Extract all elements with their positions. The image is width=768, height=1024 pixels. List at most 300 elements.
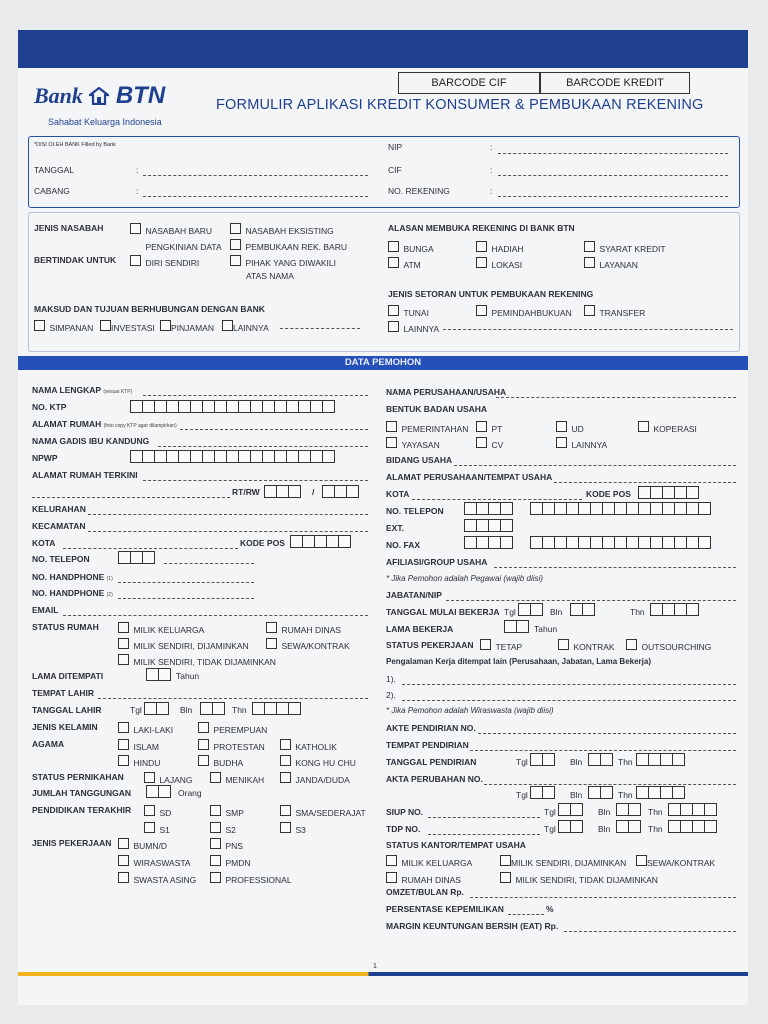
checkbox[interactable]: [388, 321, 399, 332]
lainnya-field[interactable]: [280, 328, 360, 329]
input-cell[interactable]: [500, 502, 513, 515]
input-cell[interactable]: [156, 702, 169, 715]
checkbox[interactable]: [584, 241, 595, 252]
checkbox[interactable]: [198, 722, 209, 733]
option-label: MILIK SENDIRI, TIDAK DIJAMINKAN: [133, 657, 276, 667]
input-cell[interactable]: [686, 603, 699, 616]
tgl-tdp-cells[interactable]: [558, 820, 582, 833]
bank-note: *DISI OLEH BANK Filled by Bank: [34, 142, 116, 148]
checkbox[interactable]: [100, 320, 111, 331]
kecamatan-field[interactable]: [88, 531, 368, 532]
tanggal-mulai-label: TANGGAL MULAI BEKERJA: [386, 607, 500, 617]
input-cell[interactable]: [212, 702, 225, 715]
bln-mulai-cells[interactable]: [570, 603, 594, 616]
tgl-siup-cells[interactable]: [558, 803, 582, 816]
option-label: DIRI SENDIRI: [145, 258, 200, 268]
nama-perusahaan-field[interactable]: [496, 397, 736, 398]
tanggal-field[interactable]: [143, 175, 368, 176]
checkbox[interactable]: [118, 755, 129, 766]
option-label: PMDN: [225, 858, 251, 868]
thn-mulai-cells[interactable]: [650, 603, 698, 616]
persentase-label: PERSENTASE KEPEMILIKAN: [386, 904, 504, 914]
option-label: MENIKAH: [225, 775, 265, 785]
tgl-perubahan-cells[interactable]: [530, 786, 554, 799]
input-cell[interactable]: [698, 536, 711, 549]
checkbox[interactable]: [558, 639, 569, 650]
npwp-cells[interactable]: [130, 450, 334, 463]
cif-field[interactable]: [498, 175, 728, 176]
checkbox[interactable]: [160, 320, 171, 331]
margin-field[interactable]: [564, 931, 736, 932]
input-cell[interactable]: [500, 536, 513, 549]
input-cell[interactable]: [686, 486, 699, 499]
siup-field[interactable]: [428, 817, 540, 818]
checkbox[interactable]: [500, 855, 511, 866]
kota-field[interactable]: [63, 548, 238, 549]
lama-bekerja-cells[interactable]: [504, 620, 528, 633]
lama-bekerja-label: LAMA BEKERJA: [386, 624, 454, 634]
checkbox[interactable]: [222, 320, 233, 331]
tgl-pendirian-cells[interactable]: [530, 753, 554, 766]
option-label: KONTRAK: [573, 642, 615, 652]
checkbox[interactable]: [386, 872, 397, 883]
pihak-diwakili-option[interactable]: [230, 253, 336, 271]
tetap-option[interactable]: [480, 637, 522, 655]
omzet-field[interactable]: [470, 897, 736, 898]
persentase-field[interactable]: [508, 914, 544, 915]
checkbox[interactable]: [500, 872, 511, 883]
input-cell[interactable]: [500, 519, 513, 532]
pinjaman-option[interactable]: [160, 318, 214, 336]
perempuan-option[interactable]: [198, 720, 267, 738]
colon: :: [136, 165, 139, 175]
input-cell[interactable]: [570, 803, 583, 816]
checkbox[interactable]: [198, 739, 209, 750]
persen-label: %: [546, 904, 554, 914]
checkbox[interactable]: [388, 241, 399, 252]
checkbox[interactable]: [266, 638, 277, 649]
label-text: NO. HANDPHONE: [32, 588, 105, 598]
thn-pendirian-cells[interactable]: [636, 753, 684, 766]
no-ktp-cells[interactable]: [130, 400, 334, 413]
kelurahan-field[interactable]: [88, 514, 368, 515]
alamat-rumah-field[interactable]: [180, 429, 368, 430]
pemindahbukuan-option[interactable]: [476, 303, 572, 321]
sewa-option[interactable]: [266, 636, 350, 654]
lama-ditempati-cells[interactable]: [146, 668, 170, 681]
akte-pendirian-label: AKTE PENDIRIAN NO.: [386, 723, 476, 733]
bentuk-badan-label: BENTUK BADAN USAHA: [386, 404, 488, 414]
input-cell[interactable]: [288, 702, 301, 715]
wiraswasta-option[interactable]: [118, 853, 191, 871]
input-cell[interactable]: [322, 400, 335, 413]
top-banner: [18, 30, 748, 68]
alamat-terkini-field-2[interactable]: [32, 497, 230, 498]
option-label: LAINNYA: [403, 324, 440, 334]
checkbox[interactable]: [34, 320, 45, 331]
menikah-option[interactable]: [210, 770, 264, 788]
tanggal-pendirian-label: TANGGAL PENDIRIAN: [386, 757, 477, 767]
option-label: LAJANG: [159, 775, 193, 785]
tgl-mulai-cells[interactable]: [518, 603, 542, 616]
checkbox[interactable]: [118, 638, 129, 649]
label-note: (2): [106, 592, 113, 598]
option-label: PROTESTAN: [213, 742, 265, 752]
nip-field[interactable]: [498, 153, 728, 154]
badan-lainnya-option[interactable]: [556, 435, 607, 453]
checkbox[interactable]: [130, 255, 141, 266]
input-cell[interactable]: [288, 485, 301, 498]
tgl-label: Tgl: [544, 807, 556, 817]
telepon-perusahaan-area-cells[interactable]: [464, 502, 512, 515]
checkbox[interactable]: [130, 223, 141, 234]
thn-label: Thn: [618, 757, 633, 767]
input-cell[interactable]: [346, 485, 359, 498]
checkbox[interactable]: [280, 822, 291, 833]
investasi-option[interactable]: [100, 318, 155, 336]
colon: :: [490, 186, 493, 196]
option-label: SEWA/KONTRAK: [281, 641, 350, 651]
input-cell[interactable]: [158, 668, 171, 681]
setoran-lainnya-field[interactable]: [443, 329, 733, 330]
cif-label: CIF: [388, 165, 402, 175]
rt-cells[interactable]: [264, 485, 300, 498]
option-label: ATM: [403, 260, 421, 270]
pengalaman-1-field[interactable]: [402, 684, 736, 685]
checkbox[interactable]: [476, 421, 487, 432]
input-cell[interactable]: [158, 785, 171, 798]
input-cell[interactable]: [600, 753, 613, 766]
kantor-sewa-option[interactable]: [636, 853, 715, 871]
pengalaman-2-field[interactable]: [402, 700, 736, 701]
status-pekerjaan-label: STATUS PEKERJAAN: [386, 640, 474, 650]
checkbox[interactable]: [118, 739, 129, 750]
option-label: SD: [159, 808, 172, 818]
jabatan-field[interactable]: [446, 600, 736, 601]
telepon-perusahaan-cells[interactable]: [530, 502, 710, 515]
bln-tdp-cells[interactable]: [616, 820, 640, 833]
option-label: S3: [295, 825, 306, 835]
input-cell[interactable]: [704, 803, 717, 816]
option-label: NASABAH EKSISTING: [245, 226, 334, 236]
status-kantor-label: STATUS KANTOR/TEMPAT USAHA: [386, 840, 526, 850]
input-cell[interactable]: [704, 820, 717, 833]
alamat-perusahaan-field[interactable]: [554, 482, 736, 483]
tagline: Sahabat Keluarga Indonesia: [48, 117, 162, 127]
ext-cells[interactable]: [464, 519, 512, 532]
option-label: BUMN/D: [133, 841, 167, 851]
transfer-option[interactable]: [584, 303, 645, 321]
kantor-milik-tidak-option[interactable]: [500, 870, 658, 888]
option-label: WIRASWASTA: [133, 858, 191, 868]
npwp-label: NPWP: [32, 453, 58, 463]
no-rekening-field[interactable]: [498, 196, 728, 197]
jenis-nasabah-label: JENIS NASABAH: [34, 223, 104, 233]
checkbox[interactable]: [388, 305, 399, 316]
option-label: BUDHA: [213, 758, 244, 768]
checkbox[interactable]: [230, 223, 241, 234]
checkbox[interactable]: [230, 239, 241, 250]
bln-pendirian-cells[interactable]: [588, 753, 612, 766]
option-label: TETAP: [495, 642, 523, 652]
lainnya-option[interactable]: [222, 318, 269, 336]
checkbox[interactable]: [144, 822, 155, 833]
sd-option[interactable]: [144, 803, 171, 821]
checkbox[interactable]: [476, 305, 487, 316]
tanggungan-cells[interactable]: [146, 785, 170, 798]
input-cell[interactable]: [338, 535, 351, 548]
status-rumah-label: STATUS RUMAH: [32, 622, 99, 632]
checkbox[interactable]: [118, 838, 129, 849]
margin-label: MARGIN KEUNTUNGAN BERSIH (EAT) Rp.: [386, 921, 559, 931]
laki-option[interactable]: [118, 720, 173, 738]
input-cell[interactable]: [142, 551, 155, 564]
kode-pos-perusahaan-label: KODE POS: [586, 489, 631, 499]
kantor-milik-keluarga-option[interactable]: [386, 853, 472, 871]
jenis-kelamin-label: JENIS KELAMIN: [32, 722, 98, 732]
swasta-asing-option[interactable]: [118, 870, 196, 888]
kota-label: KOTA: [32, 538, 56, 548]
item1-label: 1).: [386, 674, 396, 684]
afiliasi-field[interactable]: [494, 567, 736, 568]
input-cell[interactable]: [530, 603, 543, 616]
alamat-rumah-label: [32, 419, 177, 429]
input-cell[interactable]: [542, 786, 555, 799]
kota-perusahaan-field[interactable]: [412, 499, 582, 500]
checkbox[interactable]: [118, 872, 129, 883]
konghuchu-option[interactable]: [280, 753, 356, 771]
kecamatan-label: KECAMATAN: [32, 521, 86, 531]
checkbox[interactable]: [210, 805, 221, 816]
option-label: MILIK KELUARGA: [401, 858, 473, 868]
rw-cells[interactable]: [322, 485, 358, 498]
bln-label: Bln: [598, 807, 611, 817]
checkbox[interactable]: [636, 855, 647, 866]
janda-option[interactable]: [280, 770, 350, 788]
akta-perubahan-field[interactable]: [484, 784, 736, 785]
setoran-lainnya-option[interactable]: [388, 319, 439, 337]
label-text: NO. HANDPHONE: [32, 572, 105, 582]
form-title: FORMULIR APLIKASI KREDIT KONSUMER & PEMBUKAAN REKENING: [216, 97, 704, 113]
kode-pos-cells[interactable]: [290, 535, 350, 548]
nama-perusahaan-label: NAMA PERUSAHAAN/USAHA: [386, 387, 507, 397]
lama-ditempati-label: LAMA DITEMPATI: [32, 671, 104, 681]
checkbox[interactable]: [210, 822, 221, 833]
tahun-label: Tahun: [534, 624, 558, 634]
input-cell[interactable]: [542, 753, 555, 766]
footer-stripe: [18, 972, 748, 976]
checkbox[interactable]: [118, 622, 129, 633]
fax-area-cells[interactable]: [464, 536, 512, 549]
option-label: PT: [491, 424, 503, 434]
input-cell[interactable]: [570, 820, 583, 833]
koperasi-option[interactable]: [638, 419, 697, 437]
checkbox[interactable]: [386, 855, 397, 866]
hp1-label: [32, 572, 113, 582]
checkbox[interactable]: [556, 437, 567, 448]
checkbox[interactable]: [266, 622, 277, 633]
checkbox[interactable]: [210, 872, 221, 883]
hindu-option[interactable]: [118, 753, 160, 771]
checkbox[interactable]: [118, 654, 129, 665]
input-cell[interactable]: [582, 603, 595, 616]
milik-tidak-option[interactable]: [118, 652, 276, 670]
diri-sendiri-option[interactable]: [130, 253, 199, 271]
option-label: JANDA/DUDA: [295, 775, 350, 785]
telepon-area-cells[interactable]: [118, 551, 154, 564]
cv-option[interactable]: [476, 435, 503, 453]
checkbox[interactable]: [230, 255, 241, 266]
checkbox[interactable]: [386, 437, 397, 448]
yayasan-option[interactable]: [386, 435, 440, 453]
option-label: SMP: [225, 808, 244, 818]
input-cell[interactable]: [600, 786, 613, 799]
option-label: PEMINDAHBUKUAN: [491, 308, 572, 318]
akta-perubahan-label: AKTA PERUBAHAN NO.: [386, 774, 483, 784]
option-label: YAYASAN: [401, 440, 440, 450]
option-label: MILIK SENDIRI, TIDAK DIJAMINKAN: [515, 875, 658, 885]
siup-label: SIUP NO.: [386, 807, 424, 817]
pns-option[interactable]: [210, 836, 243, 854]
professional-option[interactable]: [210, 870, 292, 888]
barcode-cif-box: BARCODE CIF: [398, 72, 540, 94]
thn-perubahan-cells[interactable]: [636, 786, 684, 799]
bertindak-label: BERTINDAK UNTUK: [34, 255, 117, 265]
house-icon: [89, 87, 109, 105]
sma-option[interactable]: [280, 803, 366, 821]
bln-siup-cells[interactable]: [616, 803, 640, 816]
checkbox[interactable]: [210, 838, 221, 849]
checkbox[interactable]: [280, 805, 291, 816]
layanan-option[interactable]: [584, 255, 638, 273]
thn-label: Thn: [648, 824, 663, 834]
nama-gadis-field[interactable]: [158, 446, 368, 447]
tgl-lahir-cells[interactable]: [144, 702, 168, 715]
checkbox[interactable]: [280, 755, 291, 766]
jumlah-tanggungan-label: JUMLAH TANGGUNGAN: [32, 788, 132, 798]
checkbox[interactable]: [476, 437, 487, 448]
checkbox[interactable]: [144, 805, 155, 816]
jenis-setoran-label: JENIS SETORAN UNTUK PEMBUKAAN REKENING: [388, 289, 594, 299]
option-label: ISLAM: [133, 742, 159, 752]
item2-label: 2).: [386, 690, 396, 700]
checkbox[interactable]: [280, 772, 291, 783]
thn-label: Thn: [648, 807, 663, 817]
bln-perubahan-cells[interactable]: [588, 786, 612, 799]
option-label: TRANSFER: [599, 308, 646, 318]
option-label: PEMERINTAHAN: [401, 424, 469, 434]
thn-lahir-cells[interactable]: [252, 702, 300, 715]
option-label: NASABAH BARU: [145, 226, 213, 236]
tempat-lahir-field[interactable]: [98, 698, 368, 699]
bumn-option[interactable]: [118, 836, 167, 854]
thn-siup-cells[interactable]: [668, 803, 716, 816]
nama-lengkap-label: [32, 385, 132, 395]
option-label: RUMAH DINAS: [281, 625, 341, 635]
input-cell[interactable]: [322, 450, 335, 463]
s3-option[interactable]: [280, 820, 306, 838]
tempat-pendirian-field[interactable]: [470, 750, 736, 751]
checkbox[interactable]: [386, 421, 397, 432]
checkbox[interactable]: [118, 855, 129, 866]
input-cell[interactable]: [628, 803, 641, 816]
bank-logo: [34, 82, 165, 110]
checkbox[interactable]: [476, 241, 487, 252]
tgl-label: Tgl: [516, 790, 528, 800]
telepon-field[interactable]: [164, 563, 254, 564]
checkbox[interactable]: [584, 257, 595, 268]
fax-cells[interactable]: [530, 536, 710, 549]
tanggal-lahir-label: TANGGAL LAHIR: [32, 705, 102, 715]
option-label: SWASTA ASING: [133, 875, 197, 885]
outsourcing-option[interactable]: [626, 637, 711, 655]
kode-pos-perusahaan-cells[interactable]: [638, 486, 698, 499]
thn-tdp-cells[interactable]: [668, 820, 716, 833]
budha-option[interactable]: [198, 753, 243, 771]
option-label: SEWA/KONTRAK: [647, 858, 716, 868]
kontrak-option[interactable]: [558, 637, 615, 655]
checkbox[interactable]: [388, 257, 399, 268]
kantor-milik-dijaminkan-option[interactable]: [500, 853, 626, 871]
kelurahan-label: KELURAHAN: [32, 504, 86, 514]
input-cell[interactable]: [672, 786, 685, 799]
kantor-rumah-dinas-option[interactable]: [386, 870, 461, 888]
checkbox[interactable]: [210, 772, 221, 783]
checkbox[interactable]: [280, 739, 291, 750]
checkbox[interactable]: [118, 722, 129, 733]
alamat-terkini-field[interactable]: [143, 480, 368, 481]
checkbox[interactable]: [480, 639, 491, 650]
tdp-field[interactable]: [428, 834, 540, 835]
option-label: HADIAH: [491, 244, 524, 254]
checkbox[interactable]: [144, 772, 155, 783]
checkbox[interactable]: [638, 421, 649, 432]
hp2-field[interactable]: [118, 598, 254, 599]
bln-lahir-cells[interactable]: [200, 702, 224, 715]
checkbox[interactable]: [210, 855, 221, 866]
input-cell[interactable]: [516, 620, 529, 633]
input-cell[interactable]: [628, 820, 641, 833]
email-label: EMAIL: [32, 605, 59, 615]
nama-lengkap-field[interactable]: [143, 395, 368, 396]
checkbox[interactable]: [556, 421, 567, 432]
bidang-usaha-field[interactable]: [454, 465, 736, 466]
smp-option[interactable]: [210, 803, 244, 821]
checkbox[interactable]: [626, 639, 637, 650]
option-label: PINJAMAN: [171, 323, 214, 333]
pmdn-option[interactable]: [210, 853, 250, 871]
checkbox[interactable]: [584, 305, 595, 316]
option-label: KOPERASI: [653, 424, 697, 434]
atm-option[interactable]: [388, 255, 421, 273]
akte-pendirian-field[interactable]: [478, 733, 736, 734]
checkbox[interactable]: [198, 755, 209, 766]
hp1-field[interactable]: [118, 582, 254, 583]
input-cell[interactable]: [672, 753, 685, 766]
slash: /: [312, 487, 315, 497]
simpanan-option[interactable]: [34, 318, 93, 336]
bln-label: Bln: [550, 607, 563, 617]
input-cell[interactable]: [698, 502, 711, 515]
colon: :: [136, 186, 139, 196]
option-label: LAINNYA: [233, 323, 269, 333]
option-label: SIMPANAN: [49, 323, 94, 333]
checkbox[interactable]: [476, 257, 487, 268]
email-field[interactable]: [63, 615, 368, 616]
lokasi-option[interactable]: [476, 255, 522, 273]
cabang-field[interactable]: [143, 196, 368, 197]
option-label: HINDU: [133, 758, 161, 768]
